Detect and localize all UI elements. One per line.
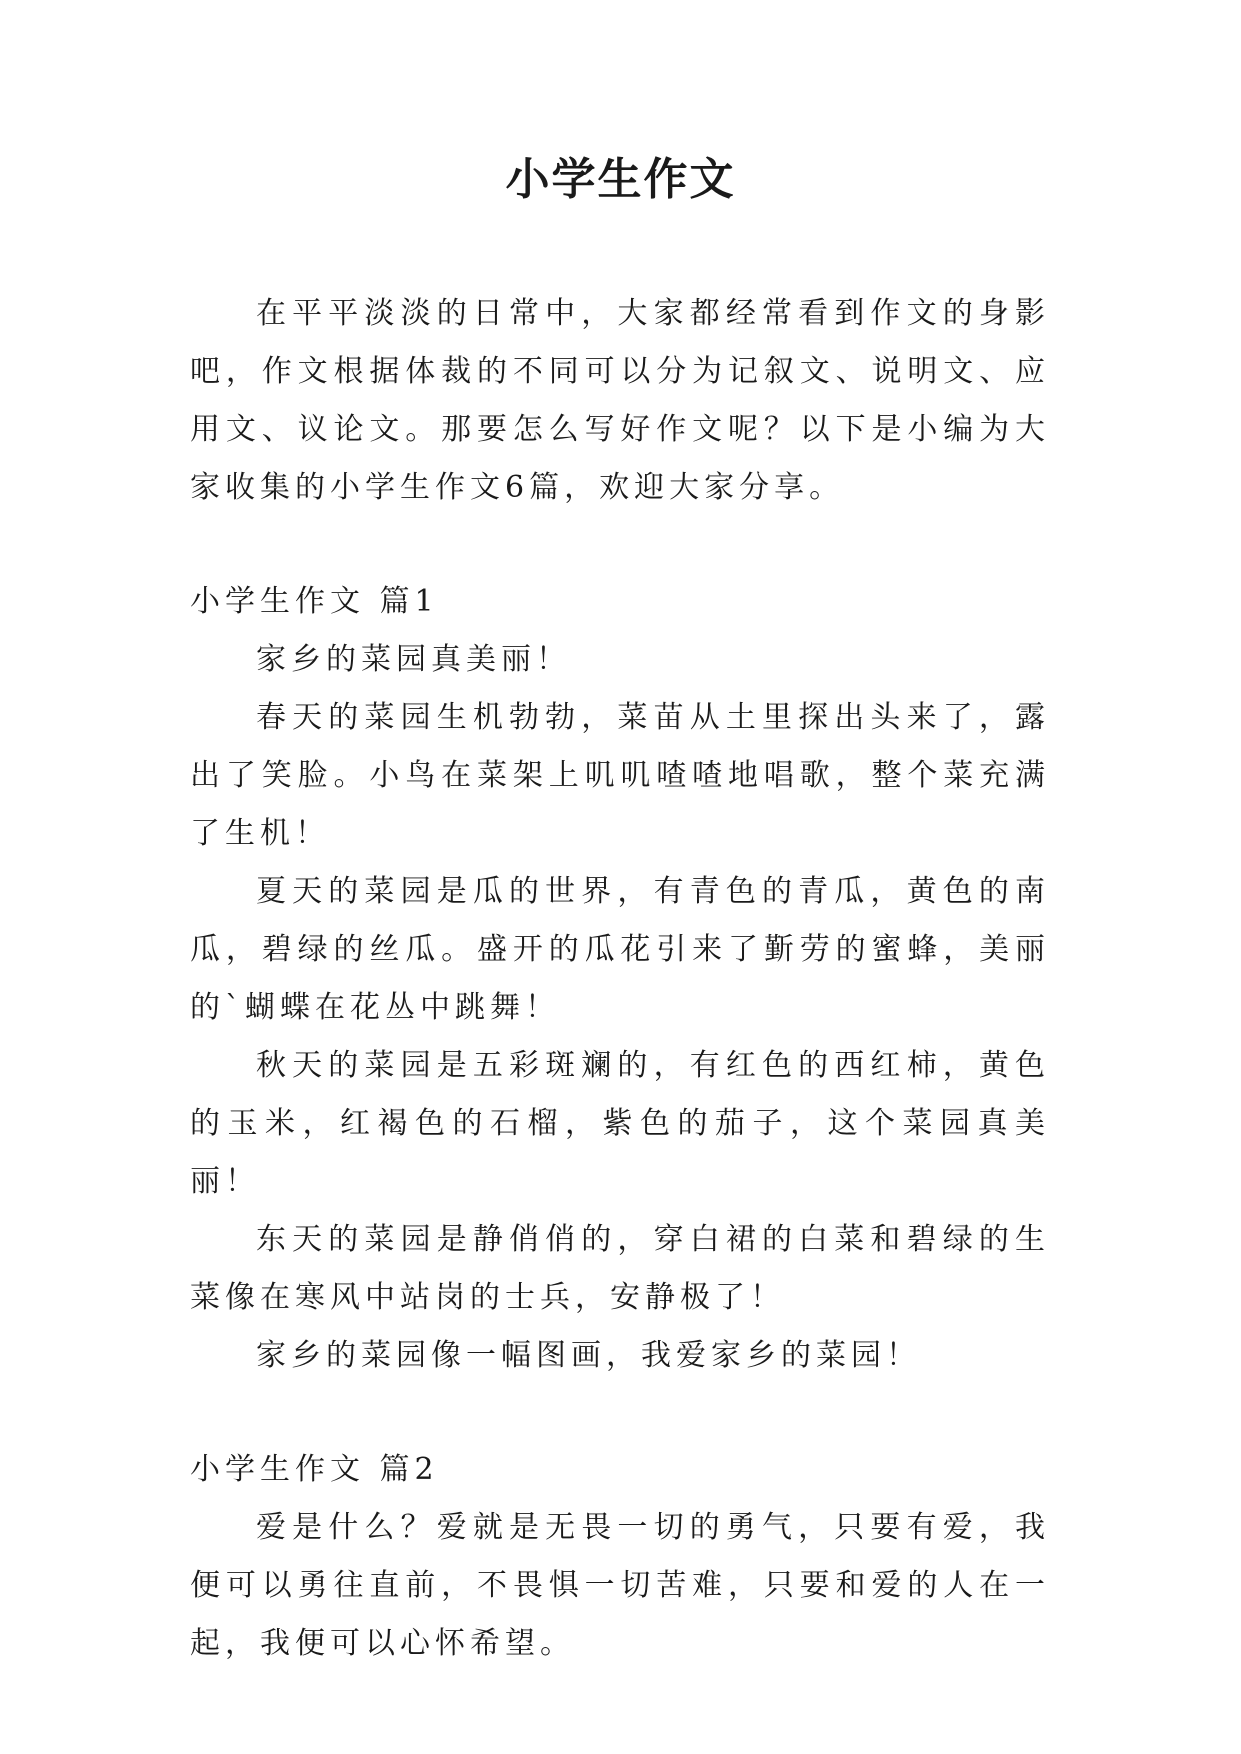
section-paragraph: 夏天的菜园是瓜的世界，有青色的青瓜，黄色的南瓜，碧绿的丝瓜。盛开的瓜花引来了斳劳的蜜蜂，美丽的`蝴蝶在花丛中跳舞！ bbox=[190, 874, 1050, 1025]
section-paragraph: 家乡的菜园像一幅图画，我爱家乡的菜园！ bbox=[256, 1338, 921, 1373]
intro-paragraph: 在平平淡淡的日常中，大家都经常看到作文的身影吧，作文根据体裁的不同可以分为记叙文、说明文、应用文、议论文。那要怎么写好作文呢？以下是小编为大家收集的小学生作文6篇，欢迎大家分享。 bbox=[190, 296, 1050, 505]
essay-section-1 bbox=[190, 573, 1050, 1385]
section-heading: 小学生作文 篇1 bbox=[190, 584, 439, 619]
document-body bbox=[190, 285, 1050, 1673]
section-paragraph: 家乡的菜园真美丽！ bbox=[256, 642, 571, 677]
section-paragraph: 秋天的菜园是五彩斑斓的，有红色的西红柿，黄色的玉米，红褐色的石榴，紫色的茄子，这个菜园真美丽！ bbox=[190, 1048, 1050, 1199]
section-paragraph: 爱是什么？爱就是无畏一切的勇气，只要有爱，我便可以勇往直前，不畏惧一切苦难，只要和爱的人在一起，我便可以心怀希望。 bbox=[190, 1510, 1050, 1661]
essay-section-2 bbox=[190, 1441, 1050, 1673]
section-paragraph: 东天的菜园是静俏俏的，穿白裙的白菜和碧绿的生菜像在寒风中站岗的士兵，安静极了！ bbox=[190, 1222, 1050, 1315]
section-heading: 小学生作文 篇2 bbox=[190, 1452, 439, 1487]
page-title: 小学生作文 bbox=[505, 154, 736, 205]
section-paragraph: 春天的菜园生机勃勃，菜苗从土里探出头来了，露出了笑脸。小鸟在菜架上叽叽喳喳地唱歌，整个菜充满了生机！ bbox=[190, 700, 1050, 851]
